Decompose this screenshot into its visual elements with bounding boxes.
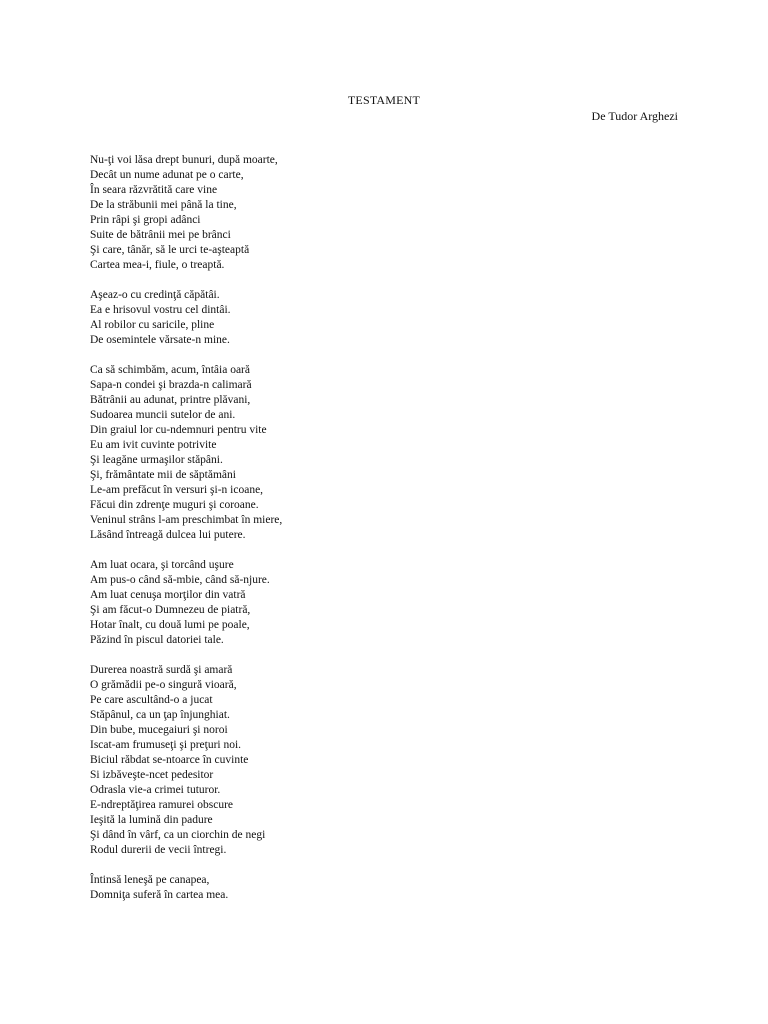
poem-line: Nu-ţi voi lăsa drept bunuri, după moarte, — [90, 154, 278, 166]
poem-line: Pe care ascultând-o a jucat — [90, 694, 213, 706]
poem-stanza — [90, 363, 690, 543]
poem-line: Stăpânul, ca un ţap înjunghiat. — [90, 709, 230, 721]
poem-line: Iscat-am frumuseţi şi preţuri noi. — [90, 739, 242, 751]
poem-stanza — [90, 153, 690, 273]
poem-line: Făcui din zdrenţe muguri şi coroane. — [90, 499, 259, 511]
poem-line: Întinsă leneşă pe canapea, — [90, 874, 210, 886]
poem-line: Din graiul lor cu-ndemnuri pentru vite — [90, 424, 267, 436]
poem-author: De Tudor Arghezi — [591, 109, 678, 123]
poem-line: Biciul răbdat se-ntoarce în cuvinte — [90, 754, 249, 766]
poem-line: Suite de bătrânii mei pe brânci — [90, 229, 231, 241]
poem-line: De la străbunii mei până la tine, — [90, 199, 237, 211]
poem-line: Le-am prefăcut în versuri şi-n icoane, — [90, 484, 264, 496]
poem-line: Aşeaz-o cu credinţă căpătâi. — [90, 289, 220, 301]
poem-line: Rodul durerii de vecii întregi. — [90, 844, 227, 856]
poem-line: În seara răzvrătită care vine — [90, 184, 218, 196]
poem-line: Şi dând în vârf, ca un ciorchin de negi — [90, 829, 266, 841]
poem-line: Şi am făcut-o Dumnezeu de piatră, — [90, 604, 251, 616]
poem-body — [90, 153, 690, 918]
poem-line: Ea e hrisovul vostru cel dintâi. — [90, 304, 231, 316]
poem-line: Lăsând întreagă dulcea lui putere. — [90, 529, 246, 541]
poem-line: Am pus-o când să-mbie, când să-njure. — [90, 574, 270, 586]
poem-stanza — [90, 663, 690, 858]
poem-line: Domniţa suferă în cartea mea. — [90, 889, 229, 901]
poem-line: Decât un nume adunat pe o carte, — [90, 169, 244, 181]
poem-line: O grămădii pe-o singură vioară, — [90, 679, 237, 691]
poem-line: Din bube, mucegaiuri şi noroi — [90, 724, 228, 736]
poem-line: Păzind în piscul datoriei tale. — [90, 634, 224, 646]
poem-stanza — [90, 288, 690, 348]
poem-line: E-ndreptăţirea ramurei obscure — [90, 799, 234, 811]
poem-line: Cartea mea-i, fiule, o treaptă. — [90, 259, 225, 271]
poem-stanza — [90, 558, 690, 648]
poem-line: Hotar înalt, cu două lumi pe poale, — [90, 619, 250, 631]
poem-line: Şi care, tânăr, să le urci te-aşteaptă — [90, 244, 250, 256]
poem-line: Bătrânii au adunat, printre plăvani, — [90, 394, 251, 406]
poem-line: Şi, frământate mii de săptămâni — [90, 469, 236, 481]
poem-line: De osemintele vărsate-n mine. — [90, 334, 230, 346]
poem-line: Prin râpi şi gropi adânci — [90, 214, 201, 226]
poem-line: Ca să schimbăm, acum, întâia oară — [90, 364, 250, 376]
poem-line: Durerea noastră surdă şi amară — [90, 664, 233, 676]
poem-line: Sudoarea muncii sutelor de ani. — [90, 409, 236, 421]
poem-line: Şi leagăne urmaşilor stăpâni. — [90, 454, 223, 466]
poem-line: Ieşită la lumină din padure — [90, 814, 213, 826]
poem-title: TESTAMENT — [347, 93, 421, 107]
poem-line: Eu am ivit cuvinte potrivite — [90, 439, 217, 451]
poem-stanza — [90, 873, 690, 903]
poem-line: Veninul strâns l-am preschimbat în miere, — [90, 514, 283, 526]
poem-line: Sapa-n condei şi brazda-n calimară — [90, 379, 252, 391]
poem-line: Odrasla vie-a crimei tuturor. — [90, 784, 221, 796]
poem-line: Am luat cenuşa morţilor din vatră — [90, 589, 246, 601]
poem-line: Al robilor cu saricile, pline — [90, 319, 215, 331]
poem-line: Si izbăveşte-ncet pedesitor — [90, 769, 214, 781]
poem-line: Am luat ocara, şi torcând uşure — [90, 559, 234, 571]
